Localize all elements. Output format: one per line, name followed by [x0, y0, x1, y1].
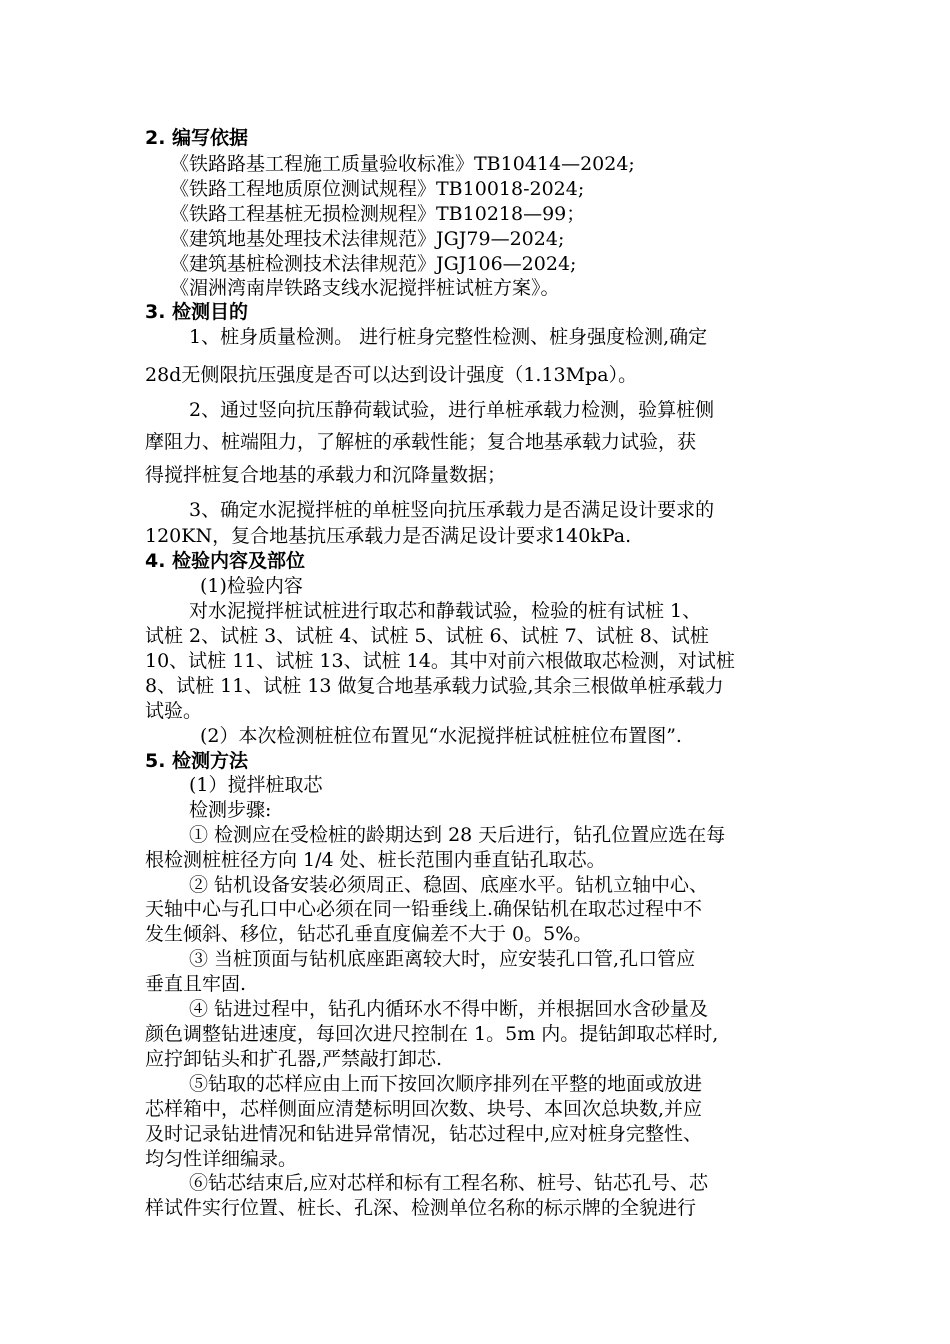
section-2-heading: 2. 编写依据	[145, 127, 249, 149]
paragraph-line: 天轴中心与孔口中心必须在同一铅垂线上.确保钻机在取芯过程中不	[145, 898, 703, 920]
reference-item: 《建筑基桩检测技术法律规范》JGJ106—2024;	[170, 253, 577, 275]
paragraph-line: 根检测桩桩径方向 1/4 处、桩长范围内垂直钻孔取芯。	[145, 849, 606, 871]
paragraph-line: 颜色调整钻进速度，每回次进尺控制在 1。5m 内。提钻卸取芯样时,	[145, 1023, 719, 1045]
paragraph-line: 3、确定水泥搅拌桩的单桩竖向抗压承载力是否满足设计要求的	[189, 499, 715, 521]
paragraph-line: 检测步骤:	[189, 799, 272, 821]
paragraph-line: (1)检验内容	[200, 575, 303, 597]
paragraph-line: 均匀性详细编录。	[145, 1148, 298, 1170]
paragraph-line: ④ 钻进过程中，钻孔内循环水不得中断，并根据回水含砂量及	[189, 998, 709, 1020]
paragraph-line: 120KN，复合地基抗压承载力是否满足设计要求140kPa.	[145, 525, 632, 547]
paragraph-line: ① 检测应在受检桩的龄期达到 28 天后进行，钻孔位置应选在每	[189, 824, 726, 846]
paragraph-line: 摩阻力、桩端阻力，了解桩的承载性能；复合地基承载力试验，获	[145, 431, 697, 453]
reference-item: 《湄洲湾南岸铁路支线水泥搅拌桩试桩方案》。	[170, 277, 560, 299]
paragraph-line: 垂直且牢固.	[145, 973, 247, 995]
reference-item: 《铁路工程地质原位测试规程》TB10018-2024;	[170, 178, 585, 200]
paragraph-line: 8、试桩 11、试桩 13 做复合地基承载力试验,其余三根做单桩承载力	[145, 675, 724, 697]
paragraph-line: 及时记录钻进情况和钻进异常情况，钻芯过程中,应对桩身完整性、	[145, 1123, 703, 1145]
paragraph-line: ⑥钻芯结束后,应对芯样和标有工程名称、桩号、钻芯孔号、芯	[189, 1172, 709, 1194]
section-4-heading: 4. 检验内容及部位	[145, 550, 306, 572]
paragraph-line: ③ 当桩顶面与钻机底座距离较大时，应安装孔口管,孔口管应	[189, 948, 696, 970]
paragraph-line: 28d无侧限抗压强度是否可以达到设计强度（1.13Mpa）。	[145, 364, 638, 386]
paragraph-line: 应拧卸钻头和扩孔器,严禁敲打卸芯.	[145, 1048, 443, 1070]
paragraph-line: ⑤钻取的芯样应由上而下按回次顺序排列在平整的地面或放进	[189, 1073, 703, 1095]
paragraph-line: (2）本次检测桩桩位布置见“水泥搅拌桩试桩桩位布置图”.	[200, 725, 682, 747]
paragraph-line: 试桩 2、试桩 3、试桩 4、试桩 5、试桩 6、试桩 7、试桩 8、试桩	[145, 625, 709, 647]
paragraph-line: 1、桩身质量检测。 进行桩身完整性检测、桩身强度检测,确定	[189, 326, 708, 348]
paragraph-line: 芯样箱中，芯样侧面应清楚标明回次数、块号、本回次总块数,并应	[145, 1098, 703, 1120]
paragraph-line: 10、试桩 11、试桩 13、试桩 14。其中对前六根做取芯检测，对试桩	[145, 650, 735, 672]
paragraph-line: 对水泥搅拌桩试桩进行取芯和静载试验，检验的桩有试桩 1、	[189, 600, 702, 622]
paragraph-line: 2、通过竖向抗压静荷载试验，进行单桩承载力检测，验算桩侧	[189, 399, 715, 421]
reference-item: 《铁路工程基桩无损检测规程》TB10218—99；	[170, 203, 586, 225]
paragraph-line: 样试件实行位置、桩长、孔深、检测单位名称的标示牌的全貌进行	[145, 1197, 697, 1219]
paragraph-line: 得搅拌桩复合地基的承载力和沉降量数据；	[145, 464, 507, 486]
paragraph-line: 发生倾斜、移位，钻芯孔垂直度偏差不大于 0。5%。	[145, 923, 593, 945]
paragraph-line: (1）搅拌桩取芯	[189, 774, 323, 796]
paragraph-line: ② 钻机设备安装必须周正、稳固、底座水平。钻机立轴中心、	[189, 874, 709, 896]
paragraph-line: 试验。	[145, 700, 203, 722]
reference-item: 《铁路路基工程施工质量验收标准》TB10414—2024;	[170, 153, 635, 175]
section-5-heading: 5. 检测方法	[145, 750, 249, 772]
reference-item: 《建筑地基处理技术法律规范》JGJ79—2024;	[170, 228, 565, 250]
section-3-heading: 3. 检测目的	[145, 301, 249, 323]
